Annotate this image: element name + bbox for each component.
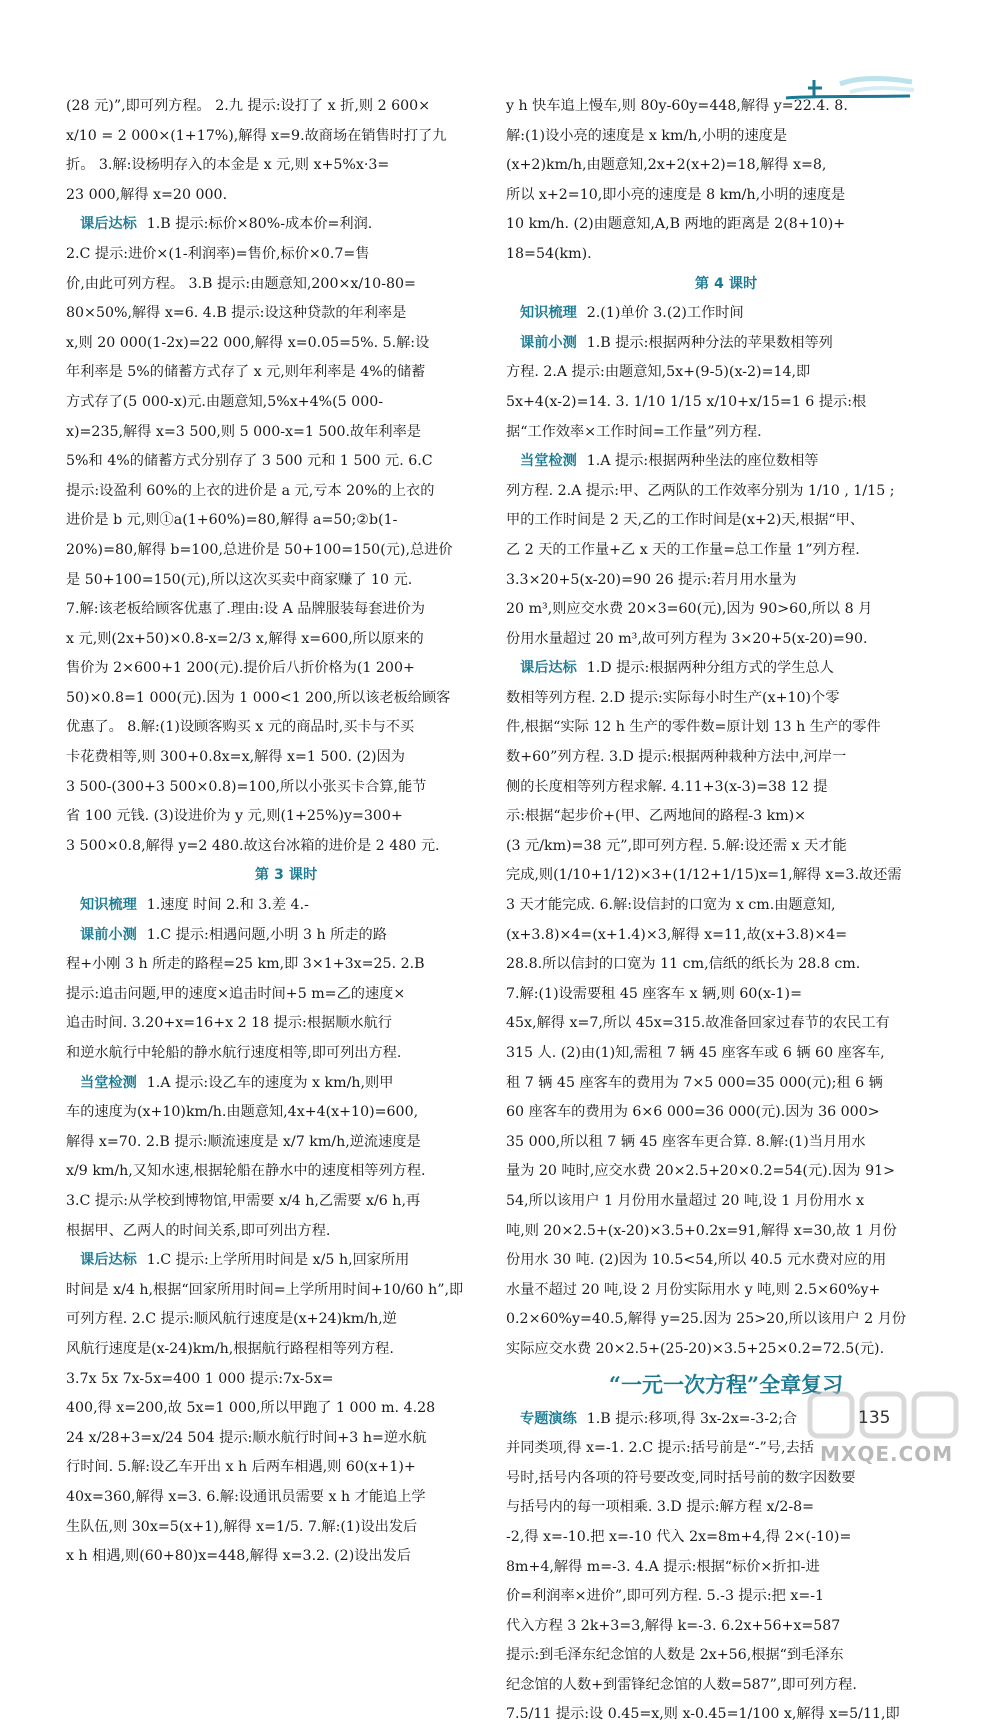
text-line: 40x=360,解得 x=3. 6.解:设通讯员需要 x h 才能追上学 <box>66 1488 426 1505</box>
text-line: 7.解:该老板给顾客优惠了.理由:设 A 品牌服装每套进价为 <box>66 601 425 618</box>
page-number: 135 <box>858 1408 891 1428</box>
section-tag: 课后达标 <box>80 216 137 233</box>
text-line: 35 000,所以租 7 辆 45 座客车更合算. 8.解:(1)当月用水 <box>506 1133 866 1150</box>
section-tag: 专题演练 <box>520 1410 577 1427</box>
text-line: 50)×0.8=1 000(元).因为 1 000<1 200,所以该老板给顾客 <box>66 689 451 706</box>
text-line: 解:(1)设小亮的速度是 x km/h,小明的速度是 <box>506 127 788 144</box>
text-line: 完成,则(1/10+1/12)×3+(1/12+1/15)x=1,解得 x=3.故还需 <box>506 867 902 884</box>
section-tag: 课前小测 <box>520 334 577 351</box>
text-line: 生队伍,则 30x=5(x+1),解得 x=1/5. 7.解:(1)设出发后 <box>66 1518 418 1535</box>
text-line: 提示:设盈利 60%的上衣的进价是 a 元,亏本 20%的上衣的 <box>66 482 435 499</box>
section-text: 1.B 提示:移项,得 3x-2x=-3-2;合 <box>586 1410 798 1427</box>
left-column <box>66 92 506 1572</box>
text-line: 价=利润率×进价”,即可列方程. 5.-3 提示:把 x=-1 <box>506 1588 825 1605</box>
text-line: 风航行速度是(x-24)km/h,根据航行路程相等列方程. <box>66 1340 394 1357</box>
text-line: 纪念馆的人数+到雷锋纪念馆的人数=587”,即可列方程. <box>506 1676 857 1693</box>
text-line: 并同类项,得 x=-1. 2.C 提示:括号前是“-”号,去括 <box>506 1440 814 1457</box>
text-line: 列方程. 2.A 提示:甲、乙两队的工作效率分别为 1/10 , 1/15 ; <box>506 482 895 499</box>
text-line: 是 50+100=150(元),所以这次买卖中商家赚了 10 元. <box>66 571 413 588</box>
section-text: 1.C 提示:相遇问题,小明 3 h 所走的路 <box>146 926 387 943</box>
text-line: 7.5/11 提示:设 0.45=x,则 x-0.45=1/100 x,解得 x=5/11,即 <box>506 1706 900 1723</box>
lesson-title: 第 3 课时 <box>254 867 318 884</box>
text-line: 3.7x 5x 7x-5x=400 1 000 提示:7x-5x= <box>66 1370 334 1387</box>
text-line: 3.3×20+5(x-20)=90 26 提示:若月用水量为 <box>506 571 797 588</box>
section-line <box>66 921 506 951</box>
text-line: 可列方程. 2.C 提示:顺风航行速度是(x+24)km/h,逆 <box>66 1311 397 1328</box>
text-line: 卡花费相等,则 300+0.8x=x,解得 x=1 500. (2)因为 <box>66 749 405 766</box>
text-line: 3 500×0.8,解得 y=2 480.故这台冰箱的进价是 2 480 元. <box>66 837 440 854</box>
text-line: 价,由此可列方程。 3.B 提示:由题意知,200×x/10-80= <box>66 275 416 292</box>
text-line: 示:根据“起步价+(甲、乙两地间的路程-3 km)× <box>506 808 807 825</box>
text-line: 代入方程 3 2k+3=3,解得 k=-3. 6.2x+56+x=587 <box>506 1617 841 1634</box>
text-line: 份用水量超过 20 m³,故可列方程为 3×20+5(x-20)=90. <box>506 630 868 647</box>
text-line: 号时,括号内各项的符号要改变,同时括号前的数字因数要 <box>506 1469 856 1486</box>
text-line: 18=54(km). <box>506 245 592 262</box>
section-tag: 当堂检测 <box>80 1074 137 1091</box>
text-line: 提示:追击问题,甲的速度×追击时间+5 m=乙的速度× <box>66 985 406 1002</box>
section-tag: 课前小测 <box>80 926 137 943</box>
text-line: 20%)=80,解得 b=100,总进价是 50+100=150(元),总进价 <box>66 541 453 558</box>
text-line: 与括号内的每一项相乘. 3.D 提示:解方程 x/2-8= <box>506 1499 815 1516</box>
text-line: x)=235,解得 x=3 500,则 5 000-x=1 500.故年利率是 <box>66 423 421 440</box>
text-line: 根据甲、乙两人的时间关系,即可列出方程. <box>66 1222 331 1239</box>
text-line: 5%和 4%的储蓄方式分别存了 3 500 元和 1 500 元. 6.C <box>66 453 433 470</box>
section-line <box>506 329 946 359</box>
text-line: 54,所以该用户 1 月份用水量超过 20 吨,设 1 月份用水 x <box>506 1192 865 1209</box>
section-line <box>66 891 506 921</box>
text-line: 租 7 辆 45 座客车的费用为 7×5 000=35 000(元);租 6 辆 <box>506 1074 883 1091</box>
text-line: 8m+4,解得 m=-3. 4.A 提示:根据“标价×折扣-进 <box>506 1558 820 1575</box>
text-line: x/9 km/h,又知水速,根据轮船在静水中的速度相等列方程. <box>66 1163 426 1180</box>
text-line: 方式存了(5 000-x)元.由题意知,5%x+4%(5 000- <box>66 393 384 410</box>
section-text: 1.B 提示:根据两种分法的苹果数相等列 <box>586 334 833 351</box>
text-line: 数+60”列方程. 3.D 提示:根据两种栽种方法中,河岸一 <box>506 749 847 766</box>
text-line: 3.C 提示:从学校到博物馆,甲需要 x/4 h,乙需要 x/6 h,再 <box>66 1192 421 1209</box>
text-line: x,则 20 000(1-2x)=22 000,解得 x=0.05=5%. 5.解:设 <box>66 334 430 351</box>
text-line: 甲的工作时间是 2 天,乙的工作时间是(x+2)天,根据“甲、 <box>506 512 865 529</box>
chapter-title: “一元一次方程”全章复习 <box>608 1371 844 1397</box>
section-tag: 知识梳理 <box>520 305 577 322</box>
section-line <box>66 210 506 240</box>
text-line: (x+2)km/h,由题意知,2x+2(x+2)=18,解得 x=8, <box>506 157 827 174</box>
section-tag: 课后达标 <box>80 1252 137 1269</box>
text-line: 2.C 提示:进价×(1-利润率)=售价,标价×0.7=售 <box>66 245 370 262</box>
text-line: 23 000,解得 x=20 000. <box>66 186 228 203</box>
text-line: 进价是 b 元,则①a(1+60%)=80,解得 a=50;②b(1- <box>66 512 398 529</box>
watermark-url: MXQE.COM <box>820 1442 954 1466</box>
text-line: 5x+4(x-2)=14. 3. 1/10 1/15 x/10+x/15=1 6 提示:根 <box>506 393 867 410</box>
text-line: x/10 = 2 000×(1+17%),解得 x=9.故商场在销售时打了九 <box>66 127 447 144</box>
section-tag: 课后达标 <box>520 660 577 677</box>
right-column <box>506 92 946 1730</box>
section-tag: 当堂检测 <box>520 453 577 470</box>
text-line: 实际应交水费 20×2.5+(25-20)×3.5+25×0.2=72.5(元). <box>506 1340 885 1357</box>
text-line: 据“工作效率×工作时间=工作量”列方程. <box>506 423 762 440</box>
section-line <box>506 447 946 477</box>
text-line: 份用水 30 吨. (2)因为 10.5<54,所以 40.5 元水费对应的用 <box>506 1252 887 1269</box>
text-line: 和逆水航行中轮船的静水航行速度相等,即可列出方程. <box>66 1045 402 1061</box>
section-text: 2.(1)单价 3.(2)工作时间 <box>586 305 744 322</box>
section-line <box>506 654 946 684</box>
text-line: 折。 3.解:设杨明存入的本金是 x 元,则 x+5%x·3= <box>66 157 390 174</box>
text-line: 400,得 x=200,故 5x=1 000,所以甲跑了 1 000 m. 4.28 <box>66 1400 436 1417</box>
section-text: 1.A 提示:设乙车的速度为 x km/h,则甲 <box>146 1074 394 1091</box>
lesson-title: 第 4 课时 <box>694 275 758 292</box>
text-line: y h 快车追上慢车,则 80y-60y=448,解得 y=22.4. 8. <box>506 98 848 114</box>
text-line: 7.解:(1)设需要租 45 座客车 x 辆,则 60(x-1)= <box>506 985 802 1002</box>
text-line: 时间是 x/4 h,根据“回家所用时间=上学所用时间+10/60 h”,即 <box>66 1281 464 1298</box>
text-line: 量为 20 吨时,应交水费 20×2.5+20×0.2=54(元).因为 91> <box>506 1163 896 1180</box>
text-line: 所以 x+2=10,即小亮的速度是 8 km/h,小明的速度是 <box>506 186 846 203</box>
text-line: 水量不超过 20 吨,设 2 月份实际用水 y 吨,则 2.5×60%y+ <box>506 1281 881 1298</box>
text-line: -2,得 x=-10.把 x=-10 代入 2x=8m+4,得 2×(-10)= <box>506 1528 852 1545</box>
text-line: x h 相遇,则(60+80)x=448,解得 x=3.2. (2)设出发后 <box>66 1548 411 1565</box>
section-text: 1.A 提示:根据两种坐法的座位数相等 <box>586 453 819 470</box>
text-line: 3 天才能完成. 6.解:设信封的口宽为 x cm.由题意知, <box>506 897 836 914</box>
section-text: 1.C 提示:上学所用时间是 x/5 h,回家所用 <box>146 1252 410 1269</box>
text-line: 提示:到毛泽东纪念馆的人数是 2x+56,根据“到毛泽东 <box>506 1647 844 1664</box>
text-line: 数相等列方程. 2.D 提示:实际每小时生产(x+10)个零 <box>506 689 840 706</box>
text-line: (28 元)”,即可列方程。 2.九 提示:设打了 x 折,则 2 600× <box>66 98 431 114</box>
text-line: (x+3.8)×4=(x+1.4)×3,解得 x=11,故(x+3.8)×4= <box>506 926 848 943</box>
text-line: 0.2×60%y=40.5,解得 y=25.因为 25>20,所以该用户 2 月份 <box>506 1311 907 1328</box>
section-text: 1.B 提示:标价×80%-成本价=利润. <box>146 216 373 233</box>
text-line: 20 m³,则应交水费 20×3=60(元),因为 90>60,所以 8 月 <box>506 601 873 618</box>
section-line <box>66 1246 506 1276</box>
text-line: 28.8.所以信封的口宽为 11 cm,信纸的纸长为 28.8 cm. <box>506 956 861 973</box>
text-line: 315 人. (2)由(1)知,需租 7 辆 45 座客车或 6 辆 60 座客车, <box>506 1045 885 1061</box>
text-line: 3 500-(300+3 500×0.8)=100,所以小张买卡合算,能节 <box>66 778 427 795</box>
section-tag: 知识梳理 <box>80 897 137 914</box>
text-line: 车的速度为(x+10)km/h.由题意知,4x+4(x+10)=600, <box>66 1104 419 1121</box>
text-line: 吨,则 20×2.5+(x-20)×3.5+0.2x=91,解得 x=30,故 1 月份 <box>506 1222 897 1239</box>
text-line: 乙 2 天的工作量+乙 x 天的工作量=总工作量 1”列方程. <box>506 541 860 558</box>
section-text: 1.速度 时间 2.和 3.差 4.- <box>146 897 309 914</box>
section-line <box>66 1069 506 1099</box>
text-line: 24 x/28+3=x/24 504 提示:顺水航行时间+3 h=逆水航 <box>66 1429 427 1446</box>
section-line <box>506 299 946 329</box>
section-text: 1.D 提示:根据两种分组方式的学生总人 <box>586 660 834 677</box>
text-line: 侧的长度相等列方程求解. 4.11+3(x-3)=38 12 提 <box>506 778 828 795</box>
text-line: 件,根据“实际 12 h 生产的零件数=原计划 13 h 生产的零件 <box>506 719 881 736</box>
text-line: 程+小刚 3 h 所走的路程=25 km,即 3×1+3x=25. 2.B <box>66 956 425 973</box>
text-line: 60 座客车的费用为 6×6 000=36 000(元).因为 36 000> <box>506 1104 880 1121</box>
text-line: 优惠了。 8.解:(1)设顾客购买 x 元的商品时,买卡与不买 <box>66 719 415 736</box>
text-line: 10 km/h. (2)由题意知,A,B 两地的距离是 2(8+10)+ <box>506 216 846 233</box>
text-line: 售价为 2×600+1 200(元).提价后八折价格为(1 200+ <box>66 660 415 677</box>
text-line: 80×50%,解得 x=6. 4.B 提示:设这种贷款的年利率是 <box>66 305 407 322</box>
text-line: 45x,解得 x=7,所以 45x=315.故准备回家过春节的农民工有 <box>506 1015 890 1032</box>
text-line: 年利率是 5%的储蓄方式存了 x 元,则年利率是 4%的储蓄 <box>66 364 426 381</box>
text-line: x 元,则(2x+50)×0.8-x=2/3 x,解得 x=600,所以原来的 <box>66 630 424 647</box>
text-line: 方程. 2.A 提示:由题意知,5x+(9-5)(x-2)=14,即 <box>506 364 811 381</box>
text-line: 解得 x=70. 2.B 提示:顺流速度是 x/7 km/h,逆流速度是 <box>66 1133 421 1150</box>
text-line: (3 元/km)=38 元”,即可列方程. 5.解:设还需 x 天才能 <box>506 837 847 854</box>
text-line: 行时间. 5.解:设乙车开出 x h 后两车相遇,则 60(x+1)+ <box>66 1459 416 1476</box>
text-line: 追击时间. 3.20+x=16+x 2 18 提示:根据顺水航行 <box>66 1015 392 1032</box>
text-line: 省 100 元钱. (3)设进价为 y 元,则(1+25%)y=300+ <box>66 808 403 825</box>
